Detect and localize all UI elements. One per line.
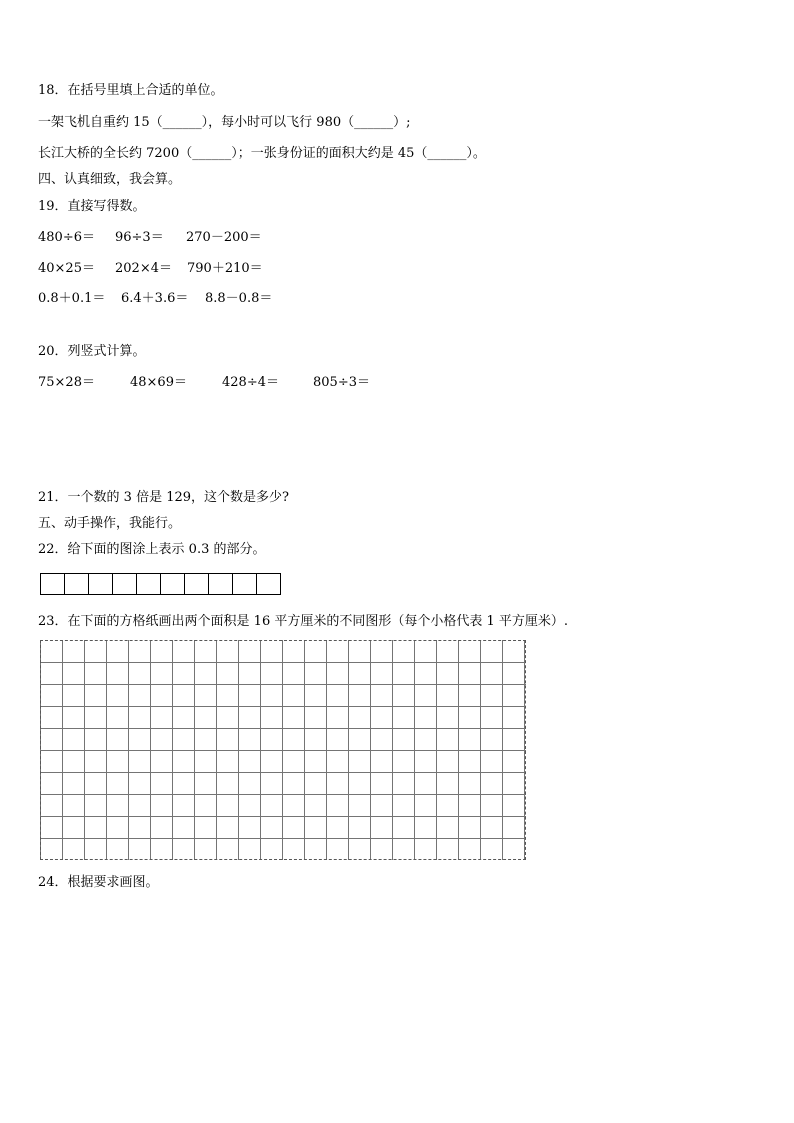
q20-title: 20．列竖式计算。 bbox=[38, 344, 146, 359]
section-5-heading: 五、动手操作，我能行。 bbox=[38, 516, 182, 531]
q19-title: 19．直接写得数。 bbox=[38, 199, 146, 214]
q20-expr: 48×69＝ bbox=[130, 375, 187, 390]
q19-expr: 790＋210＝ bbox=[187, 261, 263, 276]
q19-expr: 6.4＋3.6＝ bbox=[121, 291, 189, 306]
q19-expr: 8.8－0.8＝ bbox=[205, 291, 273, 306]
strip-cell[interactable] bbox=[208, 573, 232, 595]
strip-cell[interactable] bbox=[40, 573, 64, 595]
q20-expr: 75×28＝ bbox=[38, 375, 95, 390]
strip-cell[interactable] bbox=[160, 573, 184, 595]
strip-cell[interactable] bbox=[112, 573, 136, 595]
q19-expr: 0.8＋0.1＝ bbox=[38, 291, 106, 306]
strip-cell[interactable] bbox=[184, 573, 208, 595]
q20-expr: 805÷3＝ bbox=[313, 375, 370, 390]
q22-strip bbox=[40, 573, 281, 595]
q19-expr: 202×4＝ bbox=[115, 261, 172, 276]
q20-expr: 428÷4＝ bbox=[222, 375, 279, 390]
q19-expr: 40×25＝ bbox=[38, 261, 95, 276]
q21-text: 21．一个数的 3 倍是 129，这个数是多少? bbox=[38, 490, 289, 505]
q24-title: 24．根据要求画图。 bbox=[38, 875, 159, 890]
q19-expr: 270－200＝ bbox=[186, 230, 262, 245]
q23-grid-paper[interactable] bbox=[40, 640, 526, 860]
q18-line-2: 长江大桥的全长约 7200（______）；一张身份证的面积大约是 45（______）。 bbox=[38, 146, 486, 161]
strip-cell[interactable] bbox=[232, 573, 256, 595]
q22-title: 22．给下面的图涂上表示 0.3 的部分。 bbox=[38, 542, 266, 557]
strip-cell[interactable] bbox=[256, 573, 281, 595]
section-4-heading: 四、认真细致，我会算。 bbox=[38, 172, 182, 187]
q19-expr: 96÷3＝ bbox=[115, 230, 164, 245]
strip-cell[interactable] bbox=[136, 573, 160, 595]
strip-cell[interactable] bbox=[64, 573, 88, 595]
q19-expr: 480÷6＝ bbox=[38, 230, 95, 245]
strip-cell[interactable] bbox=[88, 573, 112, 595]
q18-line-1: 一架飞机自重约 15（______），每小时可以飞行 980（______）; bbox=[38, 115, 411, 130]
q18-title: 18．在括号里填上合适的单位。 bbox=[38, 83, 224, 98]
q23-title: 23．在下面的方格纸画出两个面积是 16 平方厘米的不同图形（每个小格代表 1 平方厘米）. bbox=[38, 614, 569, 629]
